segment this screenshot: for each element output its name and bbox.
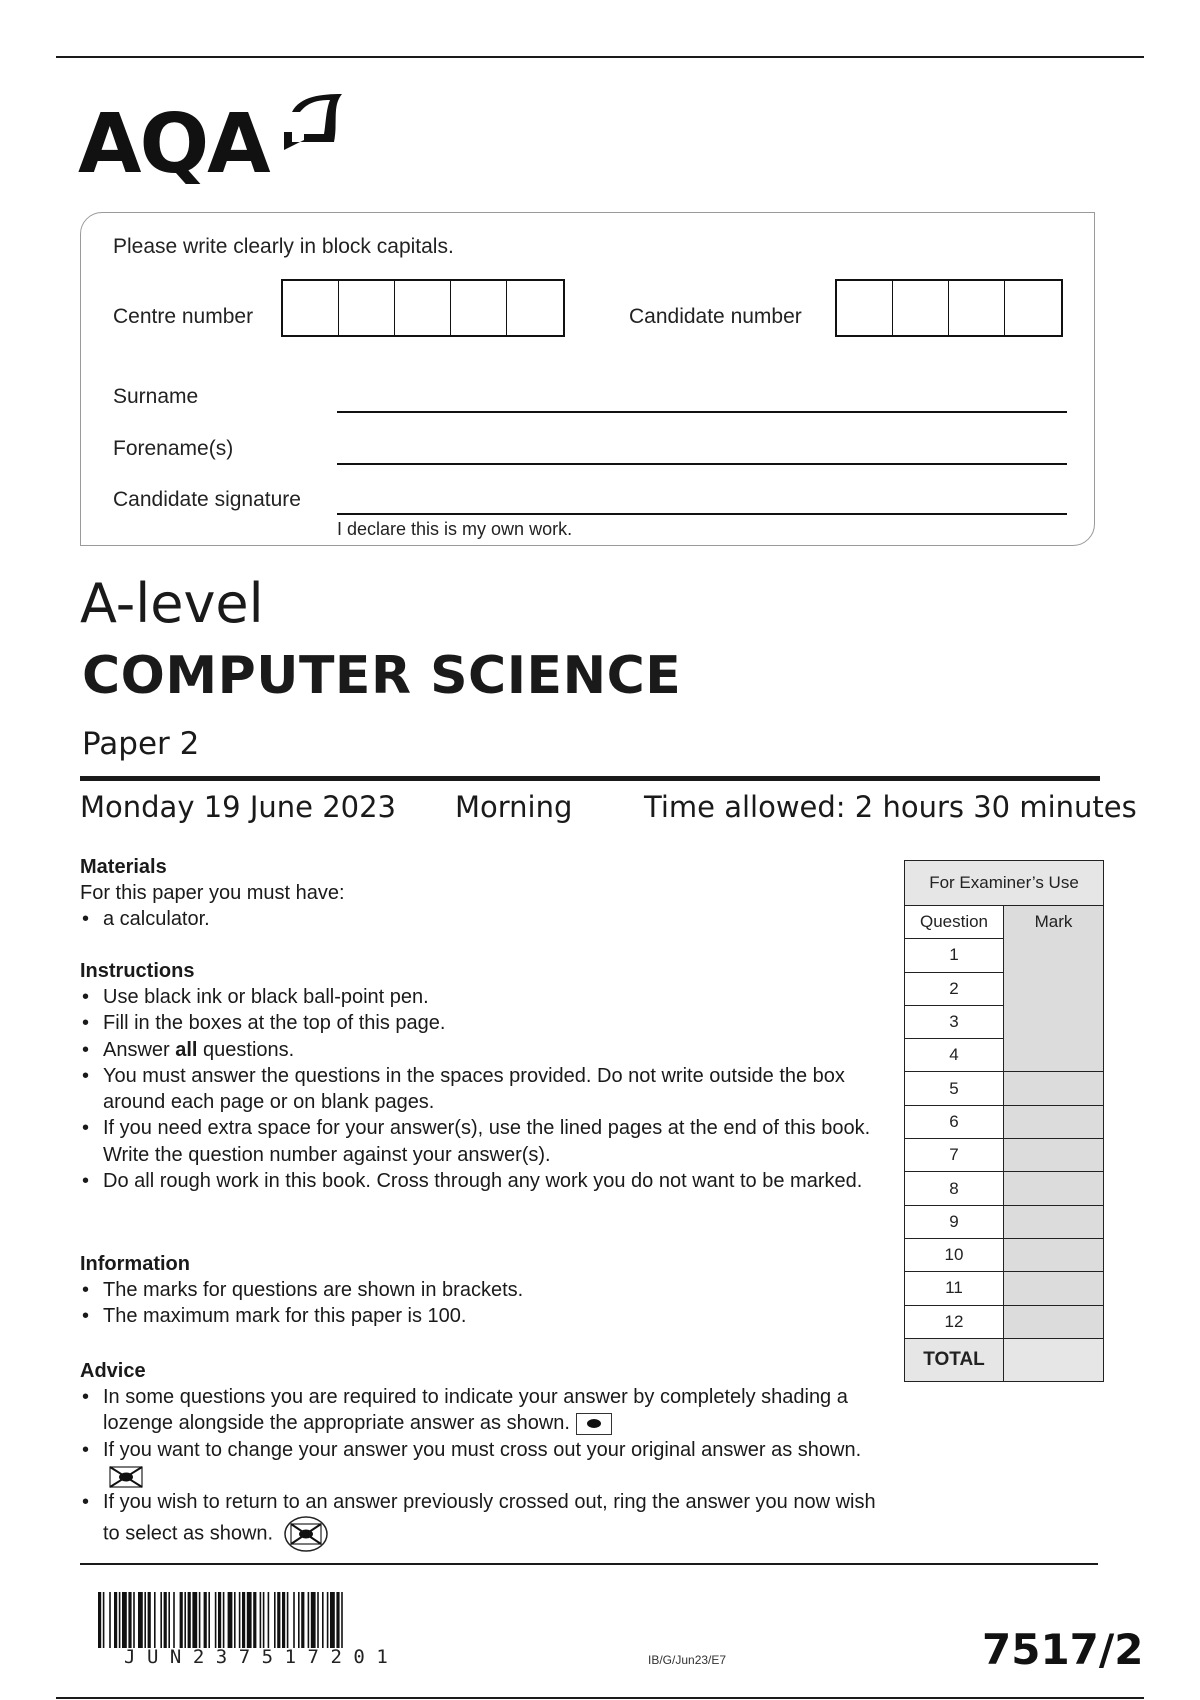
barcode-bar bbox=[311, 1592, 316, 1648]
barcode-bar bbox=[122, 1592, 127, 1648]
examiners-use-table bbox=[904, 860, 1104, 1382]
barcode-bar bbox=[336, 1592, 339, 1648]
barcode-bar bbox=[218, 1592, 221, 1648]
exam-date: Monday 19 June 2023 bbox=[80, 790, 396, 824]
question-number: 9 bbox=[905, 1205, 1004, 1238]
mark-header: Mark bbox=[1004, 906, 1104, 1072]
barcode bbox=[98, 1592, 480, 1648]
barcode-bar bbox=[114, 1592, 117, 1648]
forenames-label: Forename(s) bbox=[113, 437, 234, 460]
barcode-bar bbox=[144, 1592, 146, 1648]
qualification-level: A-level bbox=[80, 572, 264, 635]
title-rule bbox=[80, 776, 1100, 781]
barcode-bar bbox=[199, 1592, 201, 1648]
advice-text: If you wish to return to an answer previously crossed out, ring the answer you now wish to select as shown. bbox=[103, 1491, 876, 1545]
centre-number-digit[interactable] bbox=[451, 281, 507, 335]
time-allowed: Time allowed: 2 hours 30 minutes bbox=[644, 790, 1137, 824]
barcode-bar bbox=[98, 1592, 101, 1648]
barcode-bar bbox=[173, 1592, 175, 1648]
candidate-number-label: Candidate number bbox=[629, 305, 802, 328]
instructions-heading: Instructions bbox=[80, 960, 195, 982]
barcode-bar bbox=[239, 1592, 241, 1648]
barcode-bar bbox=[341, 1592, 343, 1648]
barcode-bar bbox=[180, 1592, 183, 1648]
barcode-bar bbox=[168, 1592, 170, 1648]
barcode-bar bbox=[154, 1592, 156, 1648]
barcode-bar bbox=[109, 1592, 111, 1648]
mark-cell bbox=[1004, 1238, 1104, 1271]
candidate-number-digit[interactable] bbox=[893, 281, 949, 335]
mark-cell bbox=[1004, 1072, 1104, 1105]
candidate-number-digit[interactable] bbox=[837, 281, 893, 335]
paper-title: Paper 2 bbox=[82, 726, 200, 762]
centre-number-digit[interactable] bbox=[339, 281, 395, 335]
barcode-bar bbox=[234, 1592, 236, 1648]
barcode-bar bbox=[268, 1592, 270, 1648]
aqa-leaf-icon bbox=[282, 92, 344, 154]
materials-heading: Materials bbox=[80, 856, 167, 878]
signature-label: Candidate signature bbox=[113, 488, 301, 511]
block-capitals-instruction: Please write clearly in block capitals. bbox=[113, 235, 454, 258]
advice-heading: Advice bbox=[80, 1360, 146, 1382]
question-number: 5 bbox=[905, 1072, 1004, 1105]
barcode-bar bbox=[204, 1592, 207, 1648]
barcode-bar bbox=[128, 1592, 131, 1648]
barcode-bar bbox=[263, 1592, 265, 1648]
barcode-bar bbox=[133, 1592, 135, 1648]
barcode-bar bbox=[322, 1592, 324, 1648]
total-mark-cell bbox=[1004, 1338, 1104, 1381]
question-number: 10 bbox=[905, 1238, 1004, 1271]
barcode-bar bbox=[330, 1592, 335, 1648]
barcode-bar bbox=[223, 1592, 225, 1648]
instruction-item: • Use black ink or black ball-point pen. bbox=[80, 984, 880, 1010]
ringed-lozenge-icon bbox=[283, 1515, 329, 1553]
examiners-use-title: For Examiner’s Use bbox=[905, 861, 1104, 906]
mark-cell bbox=[1004, 1272, 1104, 1305]
aqa-logo bbox=[78, 92, 348, 192]
question-number: 12 bbox=[905, 1305, 1004, 1338]
barcode-bar bbox=[253, 1592, 256, 1648]
logo-text: AQA bbox=[78, 97, 269, 192]
materials-section bbox=[80, 854, 880, 933]
shaded-lozenge-icon bbox=[576, 1413, 612, 1435]
centre-number-label: Centre number bbox=[113, 305, 254, 328]
advice-item bbox=[80, 1437, 880, 1490]
instruction-text: Answer bbox=[103, 1038, 176, 1061]
information-heading: Information bbox=[80, 1253, 190, 1275]
instructions-section bbox=[80, 958, 880, 1194]
barcode-bar bbox=[103, 1592, 105, 1648]
mark-cell bbox=[1004, 1305, 1104, 1338]
question-number: 8 bbox=[905, 1172, 1004, 1205]
barcode-bar bbox=[242, 1592, 245, 1648]
paper-reference: IB/G/Jun23/E7 bbox=[648, 1653, 727, 1667]
barcode-bar bbox=[247, 1592, 252, 1648]
signature-line[interactable] bbox=[337, 513, 1067, 515]
question-number: 6 bbox=[905, 1105, 1004, 1138]
information-section bbox=[80, 1251, 880, 1330]
advice-item bbox=[80, 1384, 880, 1437]
question-header: Question bbox=[905, 906, 1004, 939]
instruction-item: • If you need extra space for your answer(s), use the lined pages at the end of this book. Write the question number against your answer(s). bbox=[80, 1115, 880, 1168]
surname-line[interactable] bbox=[337, 411, 1067, 413]
question-number: 11 bbox=[905, 1272, 1004, 1305]
centre-number-digit[interactable] bbox=[283, 281, 339, 335]
instruction-item: • Do all rough work in this book. Cross through any work you do not want to be marked. bbox=[80, 1168, 880, 1194]
barcode-bar bbox=[277, 1592, 280, 1648]
bottom-rule bbox=[56, 1697, 1144, 1699]
barcode-bar bbox=[298, 1592, 300, 1648]
barcode-bar bbox=[192, 1592, 197, 1648]
centre-number-digit[interactable] bbox=[395, 281, 451, 335]
instruction-emphasis: all bbox=[175, 1038, 198, 1061]
barcode-bar bbox=[317, 1592, 319, 1648]
barcode-bar bbox=[293, 1592, 295, 1648]
advice-text: If you want to change your answer you must cross out your original answer as shown. bbox=[103, 1438, 862, 1461]
total-label: TOTAL bbox=[905, 1338, 1004, 1381]
mark-cell bbox=[1004, 1205, 1104, 1238]
centre-number-digit[interactable] bbox=[507, 281, 563, 335]
mark-cell bbox=[1004, 1105, 1104, 1138]
barcode-bar bbox=[148, 1592, 151, 1648]
barcode-bar bbox=[138, 1592, 143, 1648]
advice-item bbox=[80, 1489, 880, 1553]
information-item: • The maximum mark for this paper is 100. bbox=[80, 1303, 880, 1329]
barcode-bar bbox=[188, 1592, 191, 1648]
subject-title: COMPUTER SCIENCE bbox=[82, 646, 682, 706]
footer-rule bbox=[80, 1563, 1098, 1565]
barcode-bar bbox=[119, 1592, 121, 1648]
declaration-text: I declare this is my own work. bbox=[337, 519, 573, 539]
advice-text: In some questions you are required to indicate your answer by completely shading a lozenge alongside the appropriate answer as shown. bbox=[103, 1386, 848, 1435]
candidate-details-box bbox=[80, 212, 1095, 546]
forenames-line[interactable] bbox=[337, 463, 1067, 465]
question-number: 1 bbox=[905, 939, 1004, 972]
question-number: 4 bbox=[905, 1039, 1004, 1072]
barcode-bar bbox=[228, 1592, 233, 1648]
advice-section bbox=[80, 1358, 880, 1553]
instruction-item: • You must answer the questions in the spaces provided. Do not write outside the box around each page or on blank pages. bbox=[80, 1063, 880, 1116]
barcode-bar bbox=[208, 1592, 210, 1648]
question-number: 7 bbox=[905, 1139, 1004, 1172]
barcode-bar bbox=[287, 1592, 289, 1648]
paper-code: 7517/2 bbox=[982, 1625, 1144, 1674]
materials-item: • a calculator. bbox=[80, 906, 880, 932]
barcode-bar bbox=[164, 1592, 167, 1648]
information-item: • The marks for questions are shown in brackets. bbox=[80, 1277, 880, 1303]
barcode-bar bbox=[274, 1592, 276, 1648]
question-number: 2 bbox=[905, 972, 1004, 1005]
materials-intro: For this paper you must have: bbox=[80, 882, 345, 904]
barcode-text: JUN237517201 bbox=[124, 1646, 400, 1668]
candidate-number-digit[interactable] bbox=[1005, 281, 1061, 335]
top-rule bbox=[56, 56, 1144, 58]
exam-session: Morning bbox=[455, 790, 573, 824]
barcode-bar bbox=[308, 1592, 310, 1648]
candidate-number-boxes[interactable] bbox=[835, 279, 1063, 337]
barcode-bar bbox=[282, 1592, 285, 1648]
surname-label: Surname bbox=[113, 385, 199, 408]
instruction-item: • Fill in the boxes at the top of this page. bbox=[80, 1010, 880, 1036]
instruction-text: questions. bbox=[197, 1038, 295, 1061]
barcode-bar bbox=[301, 1592, 304, 1648]
centre-number-boxes[interactable] bbox=[281, 279, 565, 337]
barcode-bar bbox=[215, 1592, 217, 1648]
mark-cell bbox=[1004, 1172, 1104, 1205]
barcode-bar bbox=[160, 1592, 162, 1648]
crossed-lozenge-icon bbox=[107, 1465, 145, 1489]
candidate-number-digit[interactable] bbox=[949, 281, 1005, 335]
question-number: 3 bbox=[905, 1005, 1004, 1038]
barcode-bar bbox=[260, 1592, 262, 1648]
instruction-item bbox=[80, 1037, 880, 1063]
mark-cell bbox=[1004, 1139, 1104, 1172]
barcode-bar bbox=[184, 1592, 186, 1648]
barcode-bar bbox=[327, 1592, 329, 1648]
